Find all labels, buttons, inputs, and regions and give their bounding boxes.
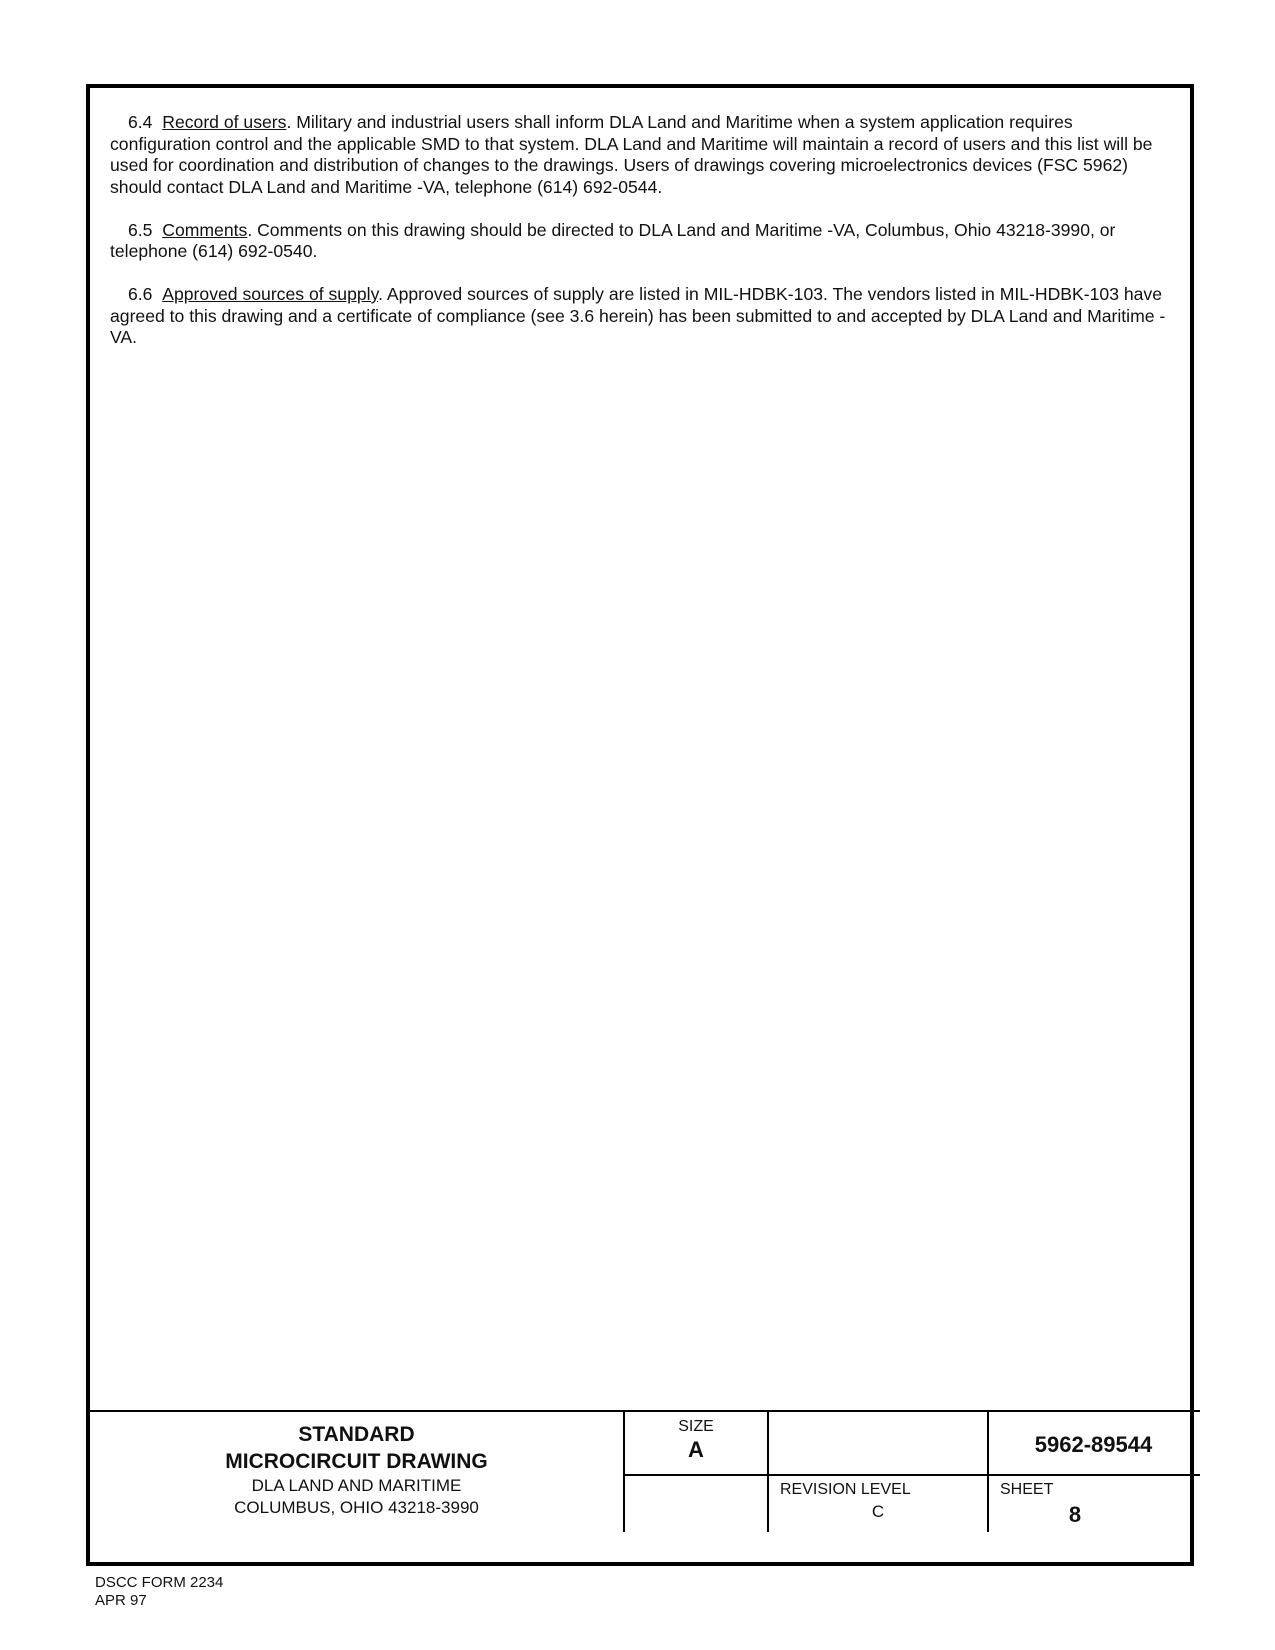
- revision-level-label: REVISION LEVEL: [780, 1481, 911, 1498]
- paragraph-text: . Comments on this drawing should be directed to DLA Land and Maritime -VA, Columbus, Ohio 43218-3990, or telephone (614) 692-0540.: [110, 219, 1116, 261]
- title-block-divider-3: [987, 1410, 989, 1532]
- paragraph-title: Comments: [162, 219, 248, 240]
- paragraph-number: 6.5: [128, 219, 153, 240]
- paragraph-6-5: [110, 220, 1170, 263]
- paragraph-6-6: [110, 284, 1170, 349]
- form-date: APR 97: [95, 1592, 147, 1609]
- sheet-label: SHEET: [1000, 1481, 1054, 1498]
- size-label: SIZE: [678, 1418, 714, 1435]
- paragraph-title: Approved sources of supply: [162, 284, 379, 304]
- revision-level-value: C: [871, 1502, 885, 1521]
- title-block-mid-border: [624, 1474, 1200, 1476]
- sheet-value: 8: [1068, 1502, 1082, 1527]
- agency-line-2: COLUMBUS, OHIO 43218-3990: [234, 1498, 479, 1517]
- form-identifier: [95, 1574, 223, 1610]
- paragraph-text: . Military and industrial users shall inform DLA Land and Maritime when a system application requires configuration control and the applicable SMD to that system. DLA Land and Maritime will maintain a record of users and this list will be used for coordination and distribution of changes to the drawings. Users of drawings covering microelectronics devices (FSC 5962) should contact DLA Land and Maritime -VA, telephone (614) 692-0544.: [110, 112, 1153, 197]
- drawing-number: 5962-89544: [1034, 1432, 1153, 1457]
- title-line-2: MICROCIRCUIT DRAWING: [225, 1450, 488, 1473]
- title-line-1: STANDARD: [298, 1423, 415, 1446]
- size-value: A: [688, 1437, 704, 1462]
- title-block-top-border: [88, 1410, 1200, 1412]
- form-number: DSCC FORM 2234: [95, 1574, 224, 1591]
- paragraph-text: . Approved sources of supply are listed in MIL-HDBK-103. The vendors listed in MIL-HDBK-103 have agreed to this drawing and a certificate of compliance (see 3.6 herein) has been submitted to and accepted by DLA Land and Maritime -VA.: [110, 284, 1166, 347]
- paragraph-number: 6.6: [128, 284, 153, 304]
- paragraph-title: Record of users: [162, 112, 287, 132]
- paragraph-6-4: [110, 112, 1170, 198]
- paragraph-number: 6.4: [128, 112, 153, 132]
- agency-line-1: DLA LAND AND MARITIME: [251, 1476, 462, 1495]
- document-body: [110, 112, 1170, 370]
